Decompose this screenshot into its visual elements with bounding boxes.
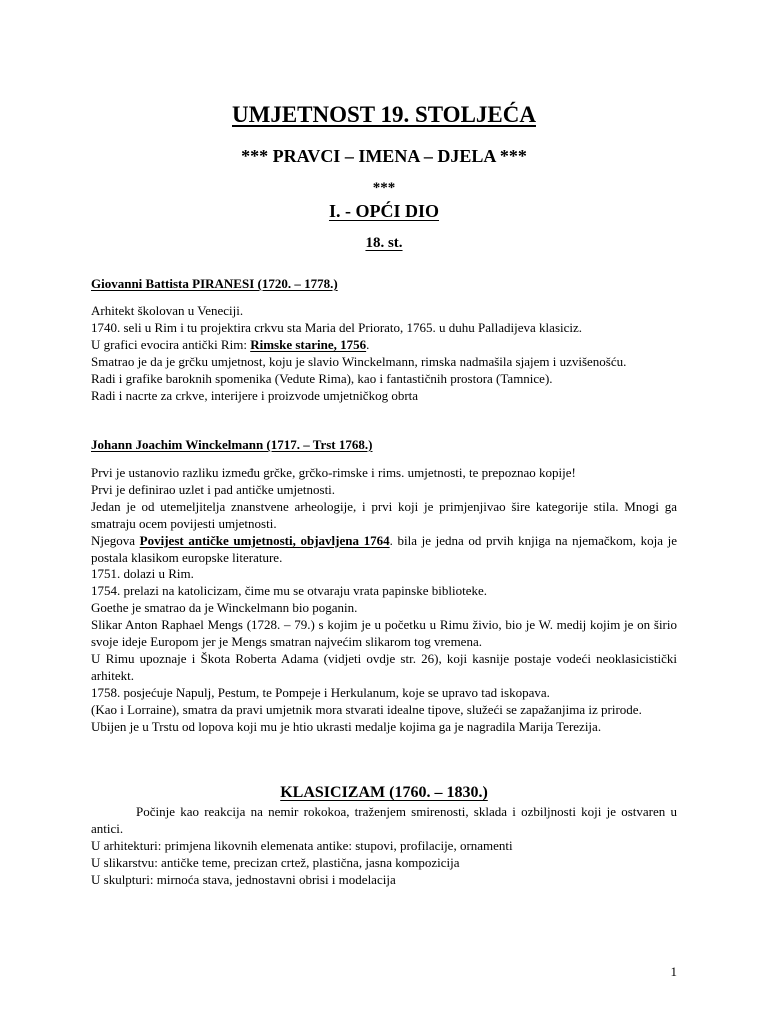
text-run: . [366,336,370,352]
piranesi-paragraph: Radi i nacrte za crkve, interijere i proizvode umjetničkog obrta [91,387,419,403]
piranesi-heading: Giovanni Battista PIRANESI (1720. – 1778.) [91,276,338,291]
winckelmann-paragraph: Goethe je smatrao da je Winckelmann bio poganin. [91,600,358,616]
klasicizam-paragraph: U arhitekturi: primjena likovnih elemenata antike: stupovi, profilacije, ornamenti [91,837,513,853]
document-subtitle: *** PRAVCI – IMENA – DJELA *** [241,146,527,166]
winckelmann-paragraph: Ubijen je u Trstu od lopova koji mu je htio ukrasti medalje kojima ga je nagradila Marija Terezija. [91,718,602,734]
stars-separator: *** [372,180,396,196]
document-title: UMJETNOST 19. STOLJEĆA [232,102,536,127]
winckelmann-paragraph: 1751. dolazi u Rim. [91,566,194,582]
winckelmann-paragraph [91,533,677,567]
piranesi-paragraph: Radi i grafike baroknih spomenika (Vedute Rima), kao i fantastičnih prostora (Tamnice). [91,370,553,386]
page-number: 1 [670,964,677,979]
work-reference: Povijest antičke umjetnosti, objavljena 1764 [139,532,390,548]
piranesi-text [91,303,677,404]
part-heading: I. - OPĆI DIO [328,201,439,221]
winckelmann-paragraph: 1754. prelazi na katolicizam, čime mu se otvaraju vrata papinske biblioteke. [91,583,487,599]
winckelmann-paragraph: (Kao i Lorraine), smatra da pravi umjetnik mora stvarati idealne tipove, služeći se zapažanjima iz prirode. [91,701,642,717]
winckelmann-paragraph: Prvi je definirao uzlet i pad antičke umjetnosti. [91,481,336,497]
klasicizam-heading: KLASICIZAM (1760. – 1830.) [280,784,488,801]
text-run: Njegova [91,532,140,548]
piranesi-paragraph: 1740. seli u Rim i tu projektira crkvu sta Maria del Priorato, 1765. u duhu Palladijeva klasiciz. [91,319,583,335]
winckelmann-heading: Johann Joachim Winckelmann (1717. – Trst 1768.) [91,437,373,452]
winckelmann-paragraph: U Rimu upoznaje i Škota Roberta Adama (vidjeti ovdje str. 26), koji kasnije postaje vodeći neoklasicistički arhitekt. [91,650,677,683]
winckelmann-paragraph: Jedan je od utemeljitelja znanstvene arheologije, i prvi koji je primjenjivao šire kategorije stila. Mnogi ga smatraju ocem povijesti umjetnosti. [91,498,677,531]
klasicizam-text [91,804,677,889]
piranesi-paragraph: Smatrao je da je grčku umjetnost, koju je slavio Winckelmann, rimska nadmašila sjajem i uzvišenošću. [91,353,627,369]
klasicizam-paragraph: Počinje kao reakcija na nemir rokokoa, traženjem smirenosti, sklada i ozbiljnosti koji je ostvaren u antici. [91,804,677,836]
winckelmann-paragraph: Prvi je ustanovio razliku između grčke, grčko-rimske i rims. umjetnosti, te prepoznao kopije! [91,465,576,480]
winckelmann-text [91,465,677,736]
work-reference: Rimske starine, 1756 [250,336,367,352]
text-run: . bila je jedna od prvih knjiga na njemačkom, koja je postala klasikom europske literature. [91,532,677,565]
klasicizam-paragraph: U skulpturi: mirnoća stava, jednostavni obrisi i modelacija [91,871,396,887]
klasicizam-paragraph: U slikarstvu: antičke teme, precizan crtež, plastična, jasna kompozicija [91,854,460,870]
winckelmann-paragraph: 1758. posjećuje Napulj, Pestum, te Pompeje i Herkulanum, koje se upravo tad iskopava. [91,684,550,700]
piranesi-paragraph: Arhitekt školovan u Veneciji. [91,303,244,318]
piranesi-paragraph [91,337,677,354]
text-run: U grafici evocira antički Rim: [91,336,251,352]
winckelmann-paragraph: Slikar Anton Raphael Mengs (1728. – 79.) s kojim je u početku u Rimu živio, bio je W. medij kojim je on širio svoje ideje Europom jer je Mengs smatran najvećim slikarom tog vremena. [91,617,677,650]
century-heading: 18. st. [365,235,403,251]
